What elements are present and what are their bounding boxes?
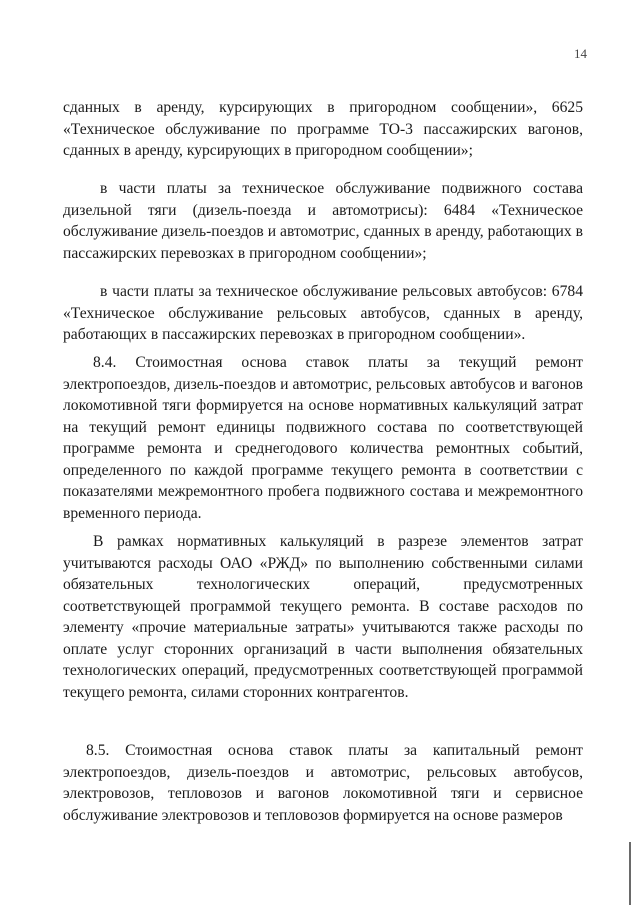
paragraph-rail-buses: в части платы за техническое обслуживание рельсовых автобусов: 6784 «Техническое обслуживание рельсовых автобусов, сданных в аренду, работающих в пассажирских перевозках в пригородном сообщении». <box>63 283 583 343</box>
scan-edge-line <box>629 842 631 905</box>
paragraph-8-4: 8.4. Стоимостная основа ставок платы за текущий ремонт электропоездов, дизель-поездов и автомотрис, рельсовых автобусов и вагонов локомотивной тяги формируется на основе нормативных калькуляций затрат на текущий ремонт единицы подвижного состава по соответствующей программе ремонта и среднегодового количества ремонтных событий, определенного по каждой программе текущего ремонта в соответствии с показателями межремонтного пробега подвижного состава и межремонтного временного периода. <box>63 354 583 522</box>
paragraph-continuation: сданных в аренду, курсирующих в пригородном сообщении», 6625 «Техническое обслуживание по программе ТО-3 пассажирских вагонов, сданных в аренду, курсирующих в пригородном сообщении»; <box>63 99 583 159</box>
page-number: 14 <box>574 46 587 61</box>
paragraph-normative-calculations: В рамках нормативных калькуляций в разрезе элементов затрат учитываются расходы ОАО «РЖД» по выполнению собственными силами обязательных технологических операций, предусмотренных соответствующей программой текущего ремонта. В составе расходов по элементу «прочие материальные затраты» учитываются также расходы по оплате услуг сторонних организаций в части выполнения обязательных технологических операций, предусмотренных соответствующей программой текущего ремонта, силами сторонних контрагентов. <box>63 533 583 701</box>
paragraph-8-5: 8.5. Стоимостная основа ставок платы за капитальный ремонт электропоездов, дизель-поездов и автомотрис, рельсовых автобусов, электровозов, тепловозов и вагонов локомотивной тяги и сервисное обслуживание электровозов и тепловозов формируется на основе размеров <box>63 742 583 824</box>
paragraph-diesel-traction: в части платы за техническое обслуживание подвижного состава дизельной тяги (дизель-поезда и автомотрисы): 6484 «Техническое обслуживание дизель-поездов и автомотрис, сданных в аренду, работающих в пассажирских перевозках в пригородном сообщении»; <box>63 180 583 262</box>
